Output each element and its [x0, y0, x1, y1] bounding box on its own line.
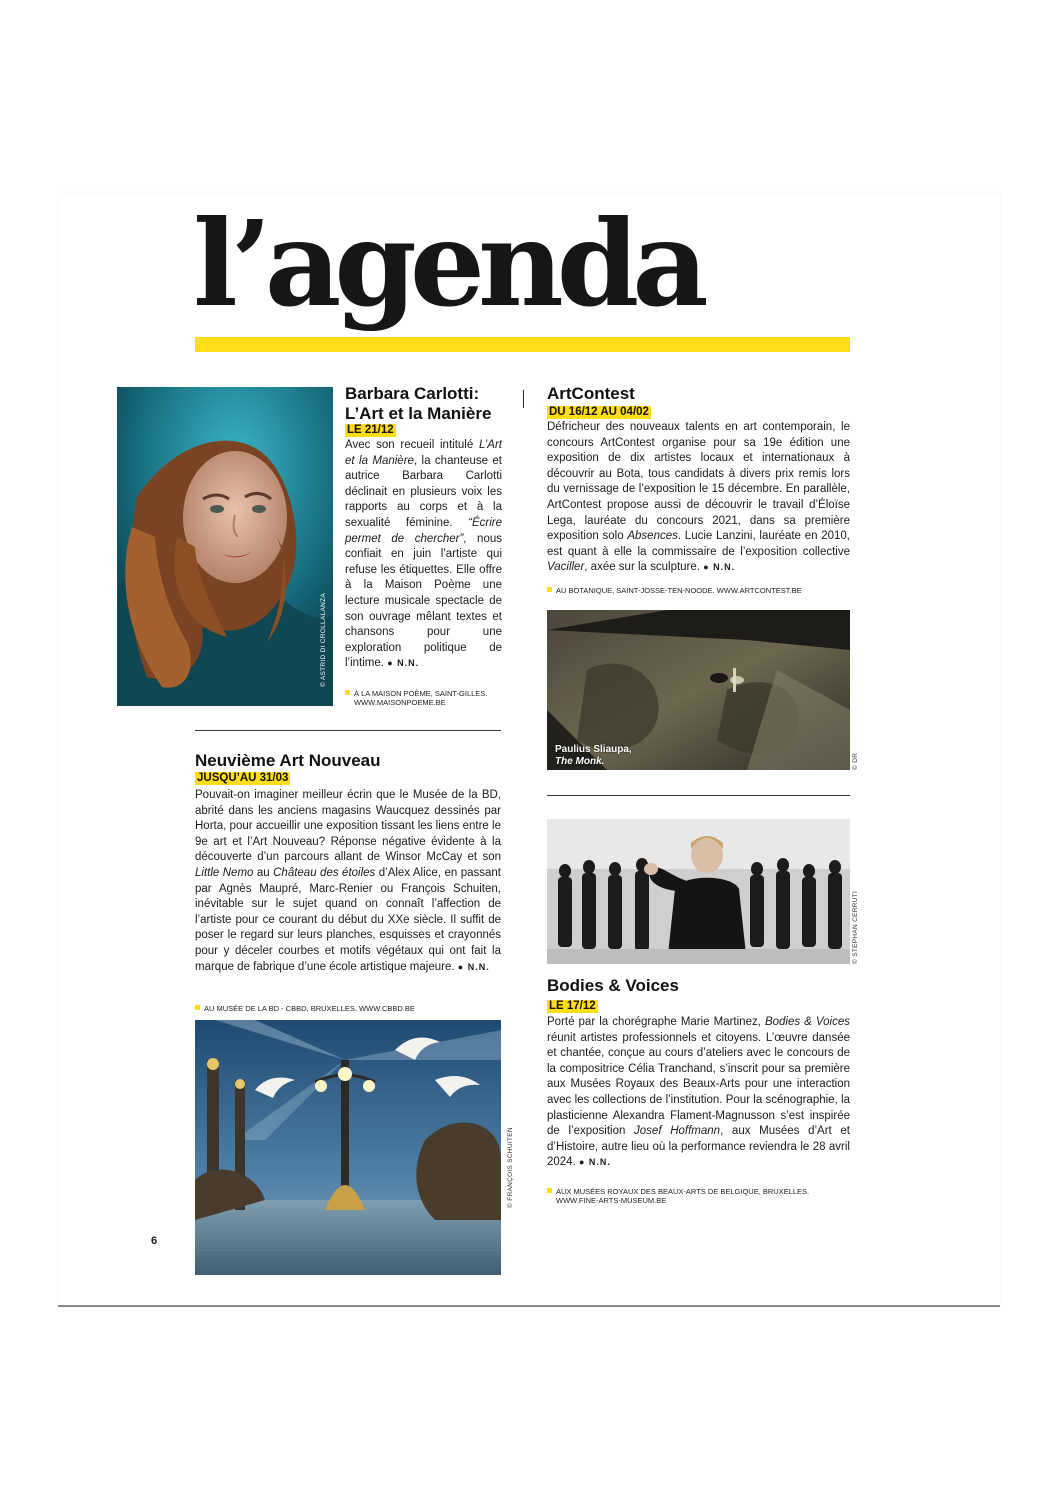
body-text: au — [253, 866, 274, 879]
page-masthead: l’agenda — [193, 194, 702, 333]
venue-info — [547, 586, 802, 595]
article-title: ArtContest — [547, 384, 635, 403]
column-divider — [523, 390, 524, 408]
venue-link: WWW.MAISONPOEME.BE — [354, 698, 446, 707]
venue-text: AU BOTANIQUE, SAINT-JOSSE-TEN-NOODE. WWW.ARTCONTEST.BE — [556, 586, 802, 595]
photo-credit: © FRANÇOIS SCHUITEN — [507, 1127, 514, 1208]
photo-credit: © DR — [852, 752, 859, 770]
body-text: , la chanteuse et autrice Barbara Carlotti déclinait en plusieurs voix les rapports au corps et à la sexualité féminine. — [345, 454, 502, 529]
article-body — [547, 420, 850, 576]
venue-text: AU MUSÉE DE LA BD - CBBD, BRUXELLES. WWW.CBBD.BE — [204, 1004, 415, 1013]
date-badge: DU 16/12 AU 04/02 — [549, 406, 649, 418]
portrait-photo — [117, 387, 333, 706]
caption-title: The Monk. — [555, 756, 605, 767]
author-signature: ● N.N. — [578, 1157, 611, 1168]
date-badge: LE 21/12 — [347, 424, 394, 436]
body-text: , aux Musées d’Art et d’Histoire, autre lieu où la performance reviendra le 28 avril 2024. — [547, 1125, 850, 1169]
body-text: réunit artistes professionnels et citoyens. L’œuvre dansée et chantée, conçue au cours d’ateliers avec le concours de la compositrice Célia Tranchand, s’inscrit pour sa première aux Musées Royaux des Beaux-Arts pour une interaction avec les collections de l’institution. Pour la scénographie, la plasticienne Alexandra Flament-Magnusson s’est inspirée de l’exposition — [547, 1031, 850, 1138]
bullet-square — [345, 690, 350, 695]
bullet-square — [547, 587, 552, 592]
body-text: . Lucie Lanzini, lauréate en 2010, est quant à elle la commissaire de l’exposition collective — [547, 530, 850, 558]
image-caption — [555, 744, 632, 768]
date-badge: JUSQU’AU 31/03 — [197, 772, 289, 784]
body-text: , nous confiait en juin l’artiste qui refuse les étiquettes. Elle offre à la Maison Poème une lecture musicale spectacle de son ouvrage mêlant textes et chansons pour une exploration politique de l’intime. — [345, 532, 502, 670]
venue-info — [195, 1004, 415, 1013]
title-line: Barbara Carlotti: — [345, 384, 480, 403]
article-title — [345, 384, 491, 424]
title-line: L’Art et la Manière — [345, 404, 492, 423]
comic-title: Little Nemo — [195, 866, 254, 879]
article-title: Neuvième Art Nouveau — [195, 751, 381, 770]
author-signature: ● N.N. — [387, 658, 420, 669]
quote: “Écrire permet de chercher” — [345, 516, 502, 545]
article-body — [195, 788, 501, 975]
photo-credit: © ASTRID DI CROLLALANZA — [320, 592, 327, 687]
comic-artwork — [195, 1020, 501, 1275]
venue-text: AUX MUSÉES ROYAUX DES BEAUX-ARTS DE BELGIQUE, BRUXELLES. — [556, 1187, 810, 1196]
date-badge: LE 17/12 — [549, 1000, 596, 1012]
comic-title: Château des étoiles — [273, 866, 376, 879]
dancers-illustration — [547, 819, 850, 964]
venue-info — [345, 689, 487, 707]
artwork-illustration-frame — [195, 1020, 501, 1275]
article-body — [547, 1015, 850, 1171]
exhibition-title: Vaciller — [547, 561, 585, 574]
bullet-square — [547, 1188, 552, 1193]
exhibition-title: Josef Hoffmann — [634, 1125, 721, 1138]
venue-link: WWW.FINE-ARTS-MUSEUM.BE — [556, 1196, 667, 1205]
photo-credit: © STEPHAN CERRUTI — [852, 890, 859, 964]
body-text: , axée sur la sculpture. — [584, 561, 700, 574]
exhibition-title: Absences — [627, 530, 678, 543]
performance-photo — [547, 819, 850, 964]
venue-text: À LA MAISON POÈME, SAINT-GILLES. — [354, 689, 488, 698]
caption-artist: Paulius Sliaupa, — [555, 744, 632, 755]
masthead-underline — [195, 337, 850, 352]
venue-info — [547, 1187, 809, 1205]
book-title: L’Art et la Manière — [345, 439, 502, 467]
show-title: Bodies & Voices — [764, 1016, 850, 1028]
body-text: Pouvait-on imaginer meilleur écrin que le Musée de la BD, abrité dans les anciens magasins Waucquez dessinés par Horta, pour accueillir une exposition tissant les liens entre le 9e art et l’Art Nouveau? Réponse négative évidente à la découverte d’un parcours allant de Winsor McCay et son — [195, 789, 501, 864]
artwork-photo — [547, 610, 850, 770]
page-number: 6 — [151, 1235, 158, 1247]
section-divider — [195, 730, 501, 731]
author-signature: ● N.N. — [703, 562, 736, 573]
author-signature: ● N.N. — [457, 961, 490, 972]
section-divider — [547, 795, 850, 796]
body-text: Porté par la chorégraphe Marie Martinez, — [547, 1016, 765, 1028]
body-text: Avec son recueil intitulé — [345, 439, 479, 451]
body-text: Défricheur des nouveaux talents en art contemporain, le concours ArtContest organise pour sa 19e édition une exposition de dix artistes locaux et internationaux à découvrir au Bota, tous candidats à divers prix remis lors du vernissage de l’exposition le 15 décembre. En parallèle, ArtContest propose aussi de découvrir le travail d’Éloïse Lega, lauréate du concours 2021, dans sa première exposition solo — [547, 421, 850, 543]
article-body — [345, 438, 502, 672]
article-title: Bodies & Voices — [547, 976, 679, 995]
bullet-square — [195, 1005, 200, 1010]
body-text: d’Alex Alice, en passant par Agnès Maupré, Marc-Renier ou François Schuiten, inévitable sur le sujet quand on connaît l’affection de l’artiste pour ce courant du début du XXe siècle. Il suffit de poser le regard sur leurs planches, esquisses et crayonnés pour y déceler courbes et motifs végétaux qui ont fait la marque de fabrique d’une école artistique majeure. — [195, 866, 501, 973]
portrait-illustration — [117, 387, 333, 706]
